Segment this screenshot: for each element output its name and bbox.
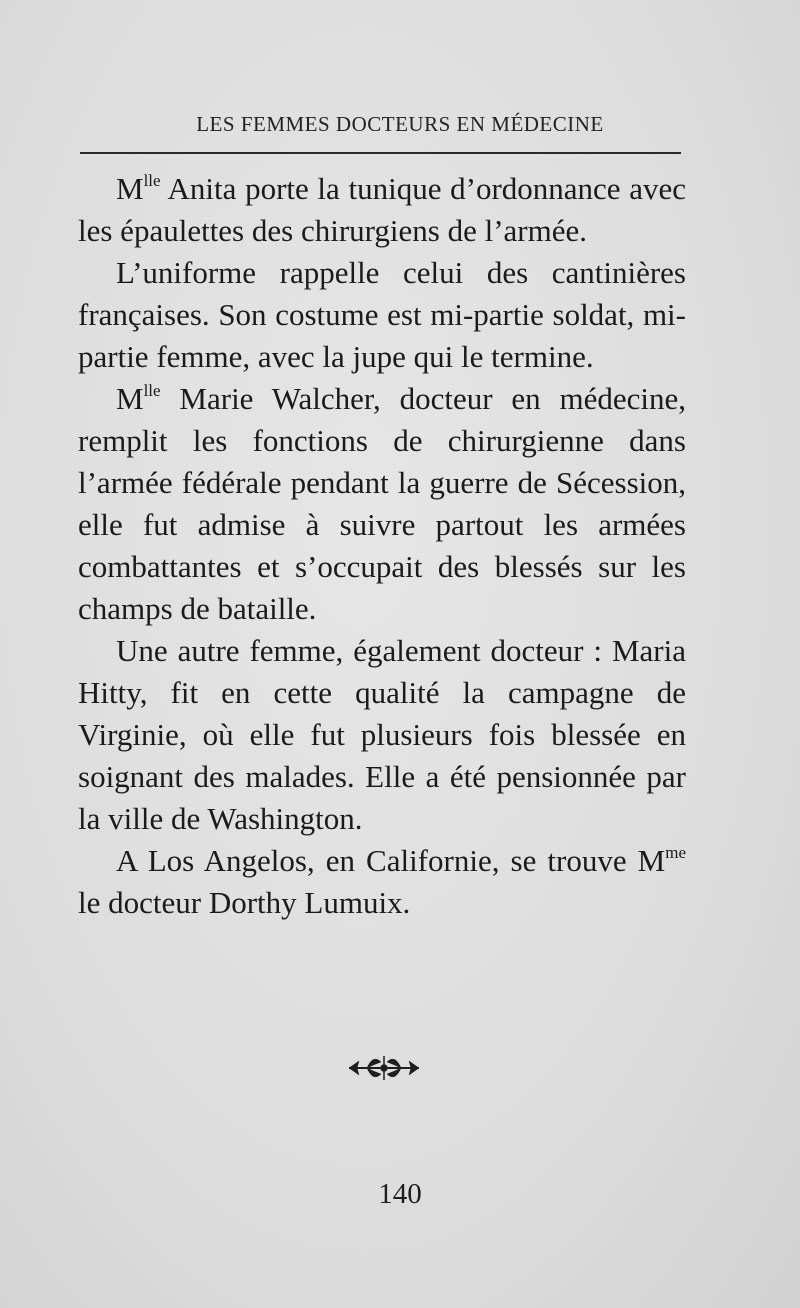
paragraph-4 <box>78 630 686 840</box>
paragraph-text-end: le docteur Dorthy Lumuix. <box>78 885 411 920</box>
honorific: M <box>116 171 144 206</box>
paragraph-text: Marie Walcher, docteur en médecine, remplit les fonctions de chirurgienne dans l’armée fédérale pendant la guerre de Sécession, elle fut admise à suivre partout les armées combattantes et s’occupait des blessés sur les champs de bataille. <box>78 381 686 626</box>
honorific: M <box>116 381 144 416</box>
honorific-superscript: lle <box>143 171 161 190</box>
page-number: 140 <box>378 1178 422 1210</box>
paragraph-3 <box>78 378 686 630</box>
body-text <box>78 168 686 924</box>
paragraph-text: Une autre femme, également docteur : Maria Hitty, fit en cette qualité la campagne de Virginie, où elle fut plusieurs fois blessée en soignant des malades. Elle a été pensionnée par la ville de Washington. <box>78 633 686 836</box>
paragraph-2 <box>78 252 686 378</box>
paragraph-text: Anita porte la tunique d’ordonnance avec les épaulettes des chirurgiens de l’armée. <box>78 171 686 248</box>
paragraph-5 <box>78 840 686 924</box>
paragraph-text: L’uniforme rappelle celui des cantinières françaises. Son costume est mi-partie soldat, mi-partie femme, avec la jupe qui le termine. <box>78 255 686 374</box>
honorific-superscript: lle <box>143 381 161 400</box>
paragraph-text: A Los Angelos, en Californie, se trouve <box>116 843 638 878</box>
header-rule <box>80 152 681 154</box>
honorific: M <box>637 843 666 878</box>
paragraph-1 <box>78 168 686 252</box>
running-title: LES FEMMES DOCTEURS EN MÉDECINE <box>196 112 604 136</box>
honorific-superscript: me <box>665 843 686 862</box>
fleuron-ornament-icon <box>345 1050 423 1086</box>
